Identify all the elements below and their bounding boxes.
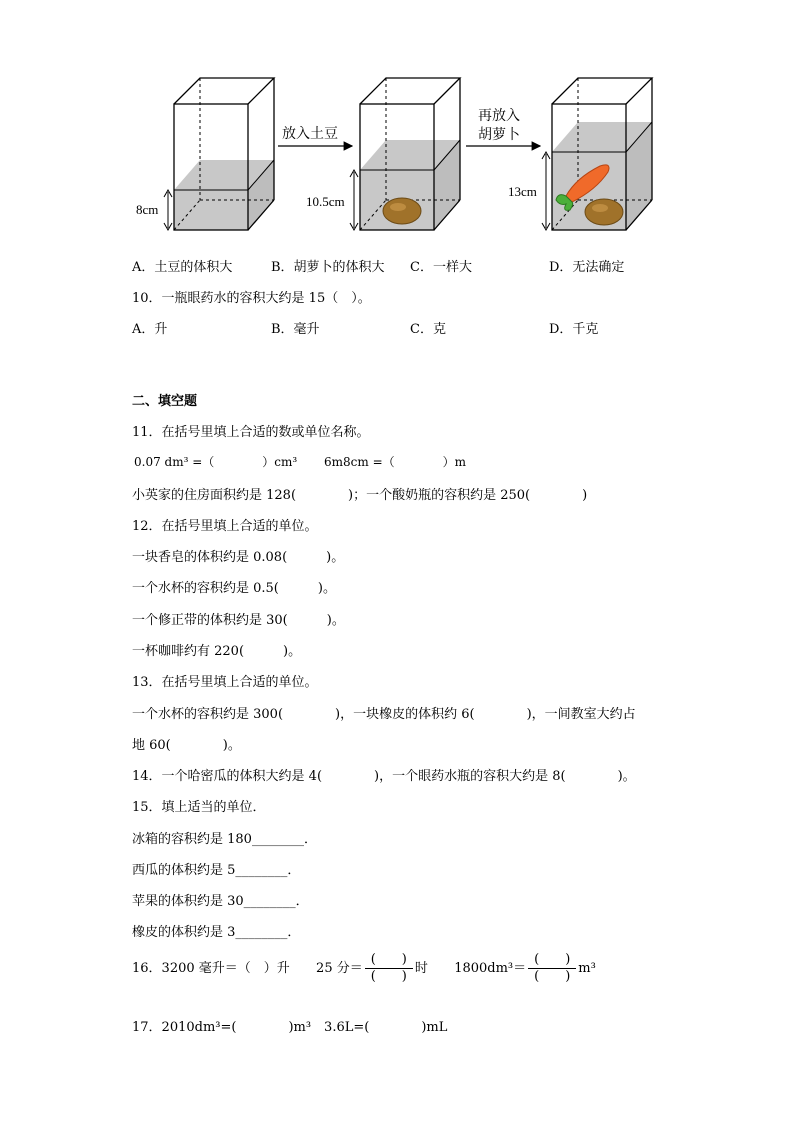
container-1 <box>136 78 274 230</box>
potato-image-2 <box>585 199 623 225</box>
q15-stem: 15．填上适当的单位． <box>132 800 266 815</box>
q16-part1: 16．3200 毫升＝（ ）升 <box>132 961 290 976</box>
height-label-13: 13cm <box>508 184 537 199</box>
q12-line4: 一杯咖啡约有 220( )。 <box>132 644 302 659</box>
q12-line2: 一个水杯的容积约是 0.5( )。 <box>132 581 336 596</box>
q16-frac2-num: ( ) <box>528 952 576 969</box>
q10-option-d: D．千克 <box>549 322 599 337</box>
q15-line2: 西瓜的体积约是 5________． <box>132 863 301 878</box>
q10-option-c: C．克 <box>410 322 446 337</box>
q9-option-c: C．一样大 <box>410 260 472 275</box>
q13-line2: 地 60( )。 <box>132 738 241 753</box>
q11-stem: 11．在括号里填上合适的数或单位名称。 <box>132 425 370 440</box>
arrow-label-carrot-1: 再放入 <box>478 109 520 124</box>
q13-line1: 一个水杯的容积约是 300( )，一块橡皮的体积约 6( )，一间教室大约占 <box>132 707 636 722</box>
arrow-label-carrot-2: 胡萝卜 <box>478 128 520 143</box>
q11-line1b: 6m8cm =（ ）m <box>324 455 466 469</box>
height-label-10-5: 10.5cm <box>306 194 345 209</box>
container-3 <box>508 78 652 230</box>
q16-frac1-num: ( ) <box>365 952 413 969</box>
q15-line3: 苹果的体积约是 30________． <box>132 894 309 909</box>
potato-image <box>383 198 421 224</box>
q16-part3-pre: 1800dm³＝ <box>454 961 527 976</box>
q9-option-d: D．无法确定 <box>549 260 625 275</box>
q17-text: 17．2010dm³=( )m³ 3.6L=( )mL <box>132 1020 448 1035</box>
q11-line1a: 0.07 dm³ =（ ）cm³ <box>134 455 298 469</box>
q16-fraction-1 <box>365 952 413 985</box>
q12-stem: 12．在括号里填上合适的单位。 <box>132 519 318 534</box>
water-front-1 <box>174 190 248 230</box>
q16-part3-post: m³ <box>578 961 596 976</box>
container-2 <box>306 78 460 230</box>
container-diagram <box>0 0 794 245</box>
arrow-label-potato: 放入土豆 <box>282 127 338 142</box>
q15-line1: 冰箱的容积约是 180________． <box>132 832 317 847</box>
q16-frac1-den: ( ) <box>370 969 407 984</box>
q16-part2-pre: 25 分＝ <box>316 961 363 976</box>
q13-stem: 13．在括号里填上合适的单位。 <box>132 675 318 690</box>
q12-line1: 一块香皂的体积约是 0.08( )。 <box>132 550 345 565</box>
q9-option-b: B．胡萝卜的体积大 <box>271 260 385 275</box>
section-title: 二、填空题 <box>132 394 198 409</box>
q11-line2: 小英家的住房面积约是 128( )；一个酸奶瓶的容积约是 250( ) <box>132 488 588 503</box>
q16-line <box>132 952 596 985</box>
q15-line4: 橡皮的体积约是 3________． <box>132 925 301 940</box>
q10-option-a: A．升 <box>132 322 168 337</box>
q9-option-a: A．土豆的体积大 <box>132 260 233 275</box>
q14-text: 14．一个哈密瓜的体积大约是 4( )，一个眼药水瓶的容积大约是 8( )。 <box>132 769 636 784</box>
q16-frac2-den: ( ) <box>534 969 571 984</box>
height-label-8: 8cm <box>136 202 159 217</box>
q16-part2-post: 时 <box>414 961 428 976</box>
q16-fraction-2 <box>528 952 576 985</box>
q10-option-b: B．毫升 <box>271 322 320 337</box>
q12-line3: 一个修正带的体积约是 30( )。 <box>132 613 345 628</box>
q10-stem: 10．一瓶眼药水的容积大约是 15（ ）。 <box>132 291 371 306</box>
